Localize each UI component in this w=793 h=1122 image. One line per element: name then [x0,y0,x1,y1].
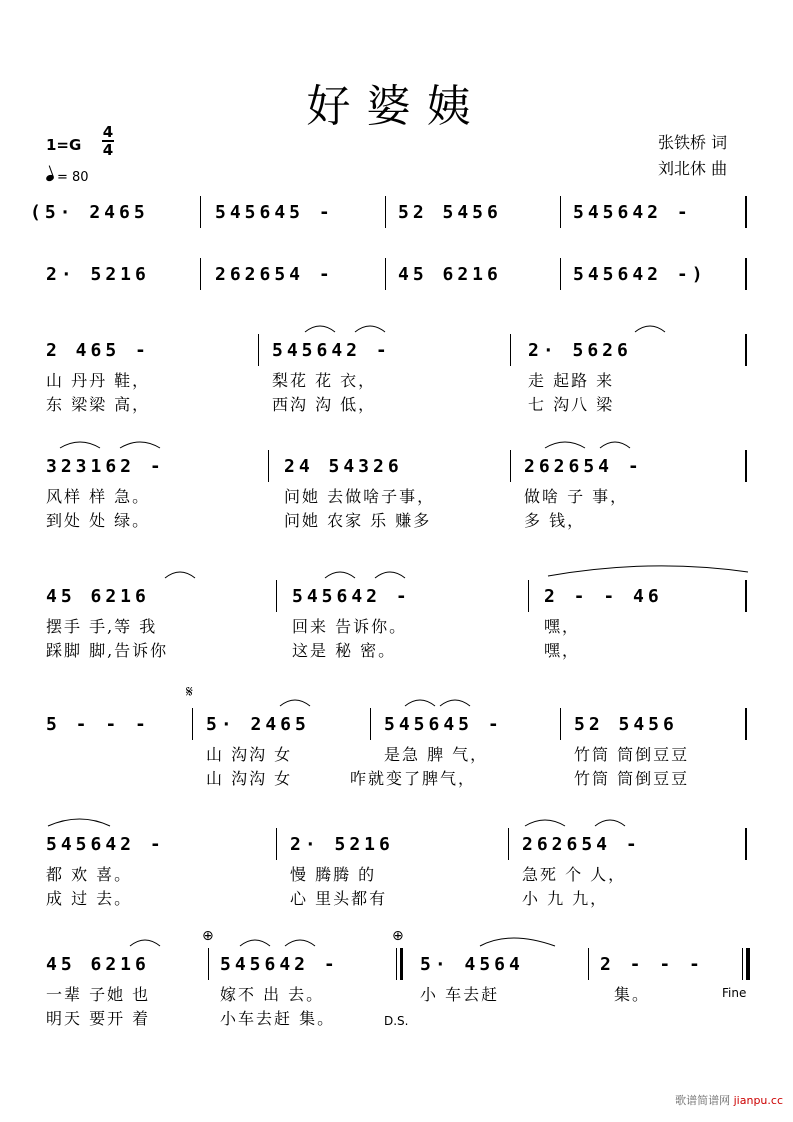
lyricist-credit: 张铁桥 词 [658,133,728,152]
measure: 5· 2465 [206,714,310,735]
lyric-line-2: 嘿， [544,641,581,660]
measure: 52 5456 [574,714,678,735]
lyric-line-1: 山 丹丹 鞋， [46,371,151,390]
lyric-line-2: 明天 要开 着 [46,1009,151,1028]
time-bottom: 4 [102,141,114,159]
lyric-line-1: 慢 腾腾 的 [290,865,377,884]
lyric-line-2: 成 过 去。 [46,889,133,908]
lyric-line-2: 小 九 九， [522,889,609,908]
lyric-line-1: 嫁不 出 去。 [220,985,325,1004]
measure: 545642 - [220,954,339,975]
lyric-line-2: 东 梁梁 高， [46,395,151,414]
lyric-line-1: 山 沟沟 女 [206,745,293,764]
measure: 545642 - [272,340,391,361]
lyric-line-1: 急死 个 人， [522,865,627,884]
lyric-line-1: 嘿， [544,617,581,636]
score-system-6 [0,682,793,818]
composer-credit: 刘北休 曲 [658,159,728,178]
measure: (5· 2465 [30,202,149,223]
measure: 545642 - [46,834,165,855]
segno-icon: 𝄋 [186,682,193,701]
measure: 2· 5626 [528,340,632,361]
score-system-8 [0,928,793,1058]
lyric-line-1: 走 起路 来 [528,371,615,390]
measure: 262654 - [215,264,334,285]
lyric-line-2: 问她 农家 乐 赚多 [284,511,432,530]
lyric-line-1: 集。 [614,985,651,1004]
measure: 2 - - 46 [544,586,663,607]
measure: 545642 - [573,202,692,223]
lyric-line-2: 小车去赶 集。 [220,1009,336,1028]
measure: 545642 -) [573,264,707,285]
lyric-line-1: 回来 告诉你。 [292,617,408,636]
lyric-line-1: 小 车去赶 [420,985,500,1004]
lyric-line-2: 这是 秘 密。 [292,641,397,660]
lyric-line-2: 西沟 沟 低， [272,395,377,414]
lyric-line-1: 竹筒 筒倒豆豆 [574,745,690,764]
lyric-line-2: 竹筒 筒倒豆豆 [574,769,690,788]
lyric-line-1: 问她 去做啥子事， [284,487,436,506]
coda-icon: ⊕ [202,928,214,944]
watermark [675,1092,783,1108]
score-system-4 [0,450,793,560]
lyric-line-2: 七 沟八 梁 [528,395,615,414]
measure: 45 6216 [398,264,502,285]
key-signature: 1=G [46,136,82,154]
coda-icon: ⊕ [392,928,404,944]
lyric-line-2: 咋就变了脾气， [350,769,477,788]
measure: 262654 - [522,834,641,855]
score-system-3 [0,334,793,444]
lyric-line-2: 山 沟沟 女 [206,769,293,788]
measure: 2· 5216 [46,264,150,285]
lyric-line-1: 一辈 子她 也 [46,985,151,1004]
quarter-note-icon [45,174,55,182]
measure: 545645 - [384,714,503,735]
lyric-line-1: 梨花 花 衣， [272,371,377,390]
ds-marking: D.S. [384,1014,409,1028]
measure: 45 6216 [46,954,150,975]
watermark-site: 歌谱简谱网 [675,1094,731,1107]
measure: 2 465 - [46,340,150,361]
lyric-line-1: 做啥 子 事， [524,487,629,506]
lyric-line-2: 到处 处 绿。 [46,511,151,530]
time-top: 4 [102,123,114,141]
lyric-line-2: 踩脚 脚,告诉你 [46,641,169,660]
lyric-line-1: 都 欢 喜。 [46,865,133,884]
lyric-line-1: 是急 脾 气， [384,745,489,764]
time-signature [102,124,114,158]
measure: 2 - - - [600,954,704,975]
tempo-value: = 80 [57,170,89,185]
tempo-marking [46,170,89,185]
measure: 262654 - [524,456,643,477]
lyric-line-1: 风样 样 急。 [46,487,151,506]
measure: 545642 - [292,586,411,607]
measure: 45 6216 [46,586,150,607]
watermark-url: jianpu.cc [733,1094,783,1107]
lyric-line-2: 多 钱， [524,511,586,530]
lyric-line-2: 心 里头都有 [290,889,388,908]
score-system-7 [0,828,793,938]
measure: 323162 - [46,456,165,477]
measure: 24 54326 [284,456,403,477]
measure: 5 - - - [46,714,150,735]
lyric-line-1: 摆手 手,等 我 [46,617,158,636]
score-system-5 [0,580,793,690]
measure: 52 5456 [398,202,502,223]
fine-marking: Fine [722,986,747,1000]
measure: 5· 4564 [420,954,524,975]
measure: 2· 5216 [290,834,394,855]
song-title: 好婆姨 [306,81,487,132]
measure: 545645 - [215,202,334,223]
